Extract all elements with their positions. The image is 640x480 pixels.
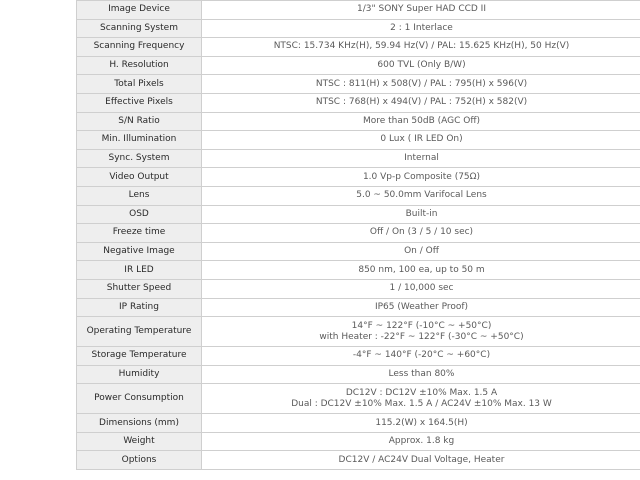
spec-row — [77, 38, 640, 57]
spec-label: Freeze time — [77, 224, 202, 243]
spec-row — [77, 75, 640, 94]
spec-label: Lens — [77, 186, 202, 205]
spec-value — [202, 75, 640, 94]
spec-value — [202, 112, 640, 131]
spec-row — [77, 451, 640, 470]
spec-label: Video Output — [77, 168, 202, 187]
spec-value — [202, 347, 640, 366]
spec-value — [202, 19, 640, 38]
spec-value — [202, 242, 640, 261]
spec-row — [77, 168, 640, 187]
spec-row — [77, 432, 640, 451]
spec-value-line: -4°F ~ 140°F (-20°C ~ +60°C) — [352, 350, 491, 361]
spec-label: Effective Pixels — [77, 93, 202, 112]
spec-label: Humidity — [77, 365, 202, 384]
spec-value — [202, 38, 640, 57]
spec-value — [202, 168, 640, 187]
spec-value — [202, 432, 640, 451]
spec-value-line: 600 TVL (Only B/W) — [377, 60, 466, 71]
spec-row — [77, 112, 640, 131]
spec-label: Total Pixels — [77, 75, 202, 94]
spec-value-line: On / Off — [404, 246, 439, 257]
spec-value-line: Approx. 1.8 kg — [388, 436, 455, 447]
spec-row — [77, 242, 640, 261]
spec-row — [77, 279, 640, 298]
spec-value-line: NTSC : 768(H) x 494(V) / PAL : 752(H) x 582(V) — [315, 97, 528, 108]
spec-value — [202, 451, 640, 470]
spec-value — [202, 131, 640, 150]
spec-value-line: NTSC : 811(H) x 508(V) / PAL : 795(H) x 596(V) — [315, 78, 528, 89]
spec-label: Storage Temperature — [77, 347, 202, 366]
spec-value — [202, 224, 640, 243]
spec-value-line: 850 nm, 100 ea, up to 50 m — [358, 264, 485, 275]
spec-row — [77, 19, 640, 38]
spec-label: IP Rating — [77, 298, 202, 317]
spec-row — [77, 186, 640, 205]
spec-label: Negative Image — [77, 242, 202, 261]
spec-label: IR LED — [77, 261, 202, 280]
spec-value-line: 1 / 10,000 sec — [389, 283, 454, 294]
spec-value-line: Less than 80% — [388, 368, 455, 379]
spec-value — [202, 1, 640, 20]
spec-value — [202, 261, 640, 280]
spec-label: Scanning System — [77, 19, 202, 38]
spec-row — [77, 384, 640, 414]
spec-label: Options — [77, 451, 202, 470]
spec-label: OSD — [77, 205, 202, 224]
spec-label: Weight — [77, 432, 202, 451]
spec-value — [202, 298, 640, 317]
spec-table — [76, 0, 640, 470]
spec-value-line: NTSC: 15.734 KHz(H), 59.94 Hz(V) / PAL: 15.625 KHz(H), 50 Hz(V) — [273, 41, 570, 52]
spec-row — [77, 347, 640, 366]
spec-value — [202, 56, 640, 75]
spec-value-line: Built-in — [405, 208, 438, 219]
spec-label: Dimensions (mm) — [77, 414, 202, 433]
spec-row — [77, 365, 640, 384]
spec-value-line: DC12V : DC12V ±10% Max. 1.5 A — [345, 387, 498, 398]
spec-value-line: with Heater : -22°F ~ 122°F (-30°C ~ +50°C) — [319, 331, 524, 342]
spec-row — [77, 205, 640, 224]
spec-value-line: 1.0 Vp-p Composite (75Ω) — [362, 171, 481, 182]
spec-value-line: Dual : DC12V ±10% Max. 1.5 A / AC24V ±10% Max. 13 W — [291, 398, 552, 409]
spec-value — [202, 186, 640, 205]
spec-row — [77, 149, 640, 168]
spec-row — [77, 56, 640, 75]
spec-value-line: More than 50dB (AGC Off) — [362, 115, 481, 126]
spec-table-body — [77, 1, 640, 470]
spec-label: Scanning Frequency — [77, 38, 202, 57]
spec-label: Shutter Speed — [77, 279, 202, 298]
spec-row — [77, 224, 640, 243]
spec-value-line: DC12V / AC24V Dual Voltage, Heater — [338, 454, 505, 465]
spec-value — [202, 365, 640, 384]
spec-label: Sync. System — [77, 149, 202, 168]
spec-row — [77, 131, 640, 150]
spec-value-line: Internal — [404, 153, 439, 164]
spec-label: Operating Temperature — [77, 317, 202, 347]
spec-value — [202, 93, 640, 112]
spec-label: Power Consumption — [77, 384, 202, 414]
spec-value-line: 115.2(W) x 164.5(H) — [375, 417, 468, 428]
spec-value — [202, 414, 640, 433]
spec-value — [202, 205, 640, 224]
spec-value — [202, 317, 640, 347]
spec-row — [77, 414, 640, 433]
spec-value-line: 2 : 1 Interlace — [390, 22, 453, 33]
spec-value — [202, 279, 640, 298]
spec-value — [202, 384, 640, 414]
spec-value-line: 14°F ~ 122°F (-10°C ~ +50°C) — [351, 320, 492, 331]
spec-value-line: IP65 (Weather Proof) — [374, 301, 469, 312]
spec-value-line: 1/3" SONY Super HAD CCD II — [357, 4, 486, 15]
spec-row — [77, 1, 640, 20]
spec-label: Min. Illumination — [77, 131, 202, 150]
spec-label: S/N Ratio — [77, 112, 202, 131]
spec-value-line: 5.0 ~ 50.0mm Varifocal Lens — [356, 190, 487, 201]
spec-row — [77, 298, 640, 317]
spec-label: H. Resolution — [77, 56, 202, 75]
spec-value-line: Off / On (3 / 5 / 10 sec) — [369, 227, 474, 238]
spec-value-line: 0 Lux ( IR LED On) — [380, 134, 463, 145]
spec-label: Image Device — [77, 1, 202, 20]
spec-value — [202, 149, 640, 168]
spec-row — [77, 93, 640, 112]
spec-row — [77, 261, 640, 280]
spec-row — [77, 317, 640, 347]
